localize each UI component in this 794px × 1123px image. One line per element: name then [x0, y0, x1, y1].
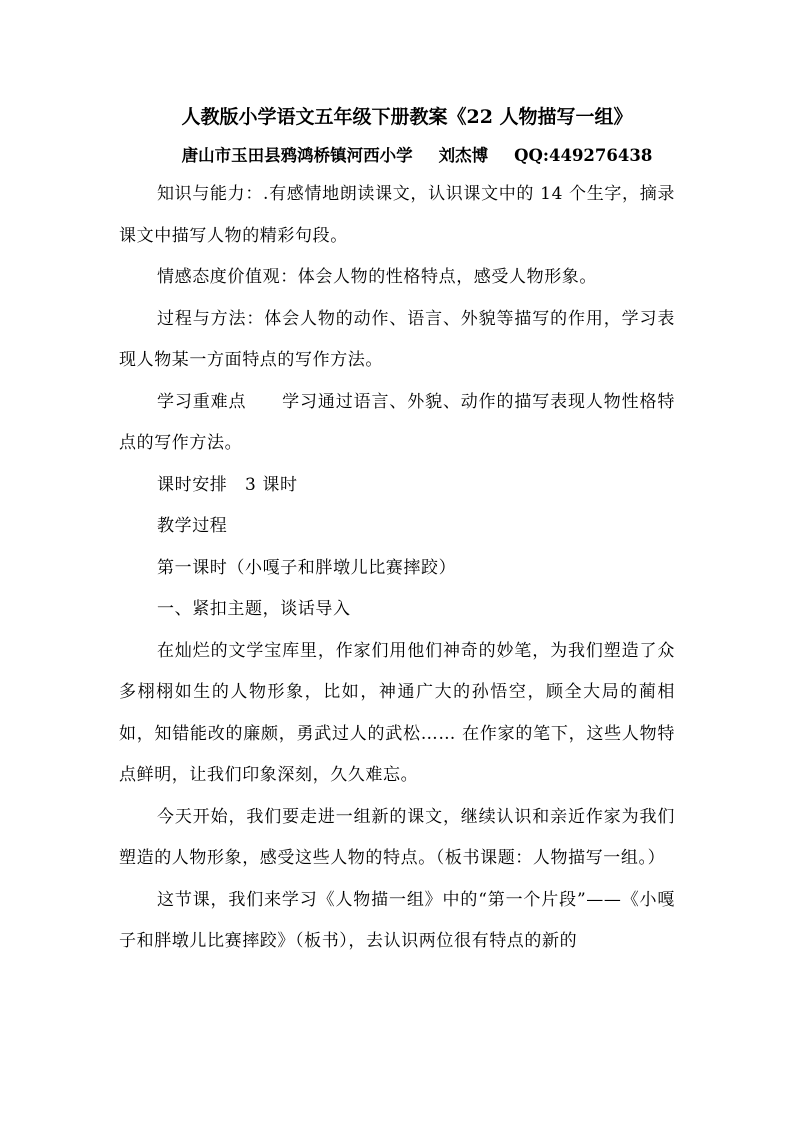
paragraph-this-lesson: 这节课，我们来学习《人物描一组》中的“第一个片段”——《小嘎子和胖墩儿比赛摔跤》（板书），去认识两位很有特点的新的: [119, 889, 675, 951]
paragraph-process-goal: 过程与方法：体会人物的动作、语言、外貌等描写的作用，学习表现人物某一方面特点的写作方法。: [119, 308, 675, 370]
paragraph-schedule: 课时安排 3 课时: [157, 474, 298, 495]
paragraph-emotion-goal: 情感态度价值观：体会人物的性格特点，感受人物形象。: [157, 267, 597, 287]
author-line: [159, 138, 675, 174]
document-title: 人教版小学语文五年级下册教案《22 人物描写一组》: [181, 106, 633, 128]
heading-teaching-process: 教学过程: [157, 516, 228, 536]
document-page: [119, 96, 675, 963]
paragraph-knowledge-goal: 知识与能力：.有感情地朗读课文，认识课文中的 14 个生字，摘录课文中描写人物的精彩句段。: [119, 184, 675, 246]
author-name: 刘杰博: [438, 146, 489, 165]
heading-intro-section: 一、紧扣主题，谈话导入: [157, 599, 351, 619]
paragraph-today: 今天开始，我们要走进一组新的课文，继续认识和亲近作家为我们塑造的人物形象，感受这些人物的特点。（板书课题：人物描写一组。）: [119, 806, 675, 868]
author-qq: QQ:449276438: [514, 146, 653, 165]
school-name: 唐山市玉田县鸦鸿桥镇河西小学: [181, 146, 413, 165]
paragraph-intro: 在灿烂的文学宝库里，作家们用他们神奇的妙笔，为我们塑造了众多栩栩如生的人物形象，比如，神通广大的孙悟空，顾全大局的蔺相如，知错能改的廉颇，勇武过人的武松…… 在作家的笔下，这些人物特点鲜明，让我们印象深刻，久久难忘。: [119, 640, 675, 785]
heading-first-lesson: 第一课时（小嘎子和胖墩儿比赛摔跤）: [157, 557, 457, 578]
paragraph-key-difficulty: 学习重难点 学习通过语言、外貌、动作的描写表现人物性格特点的写作方法。: [119, 391, 675, 453]
